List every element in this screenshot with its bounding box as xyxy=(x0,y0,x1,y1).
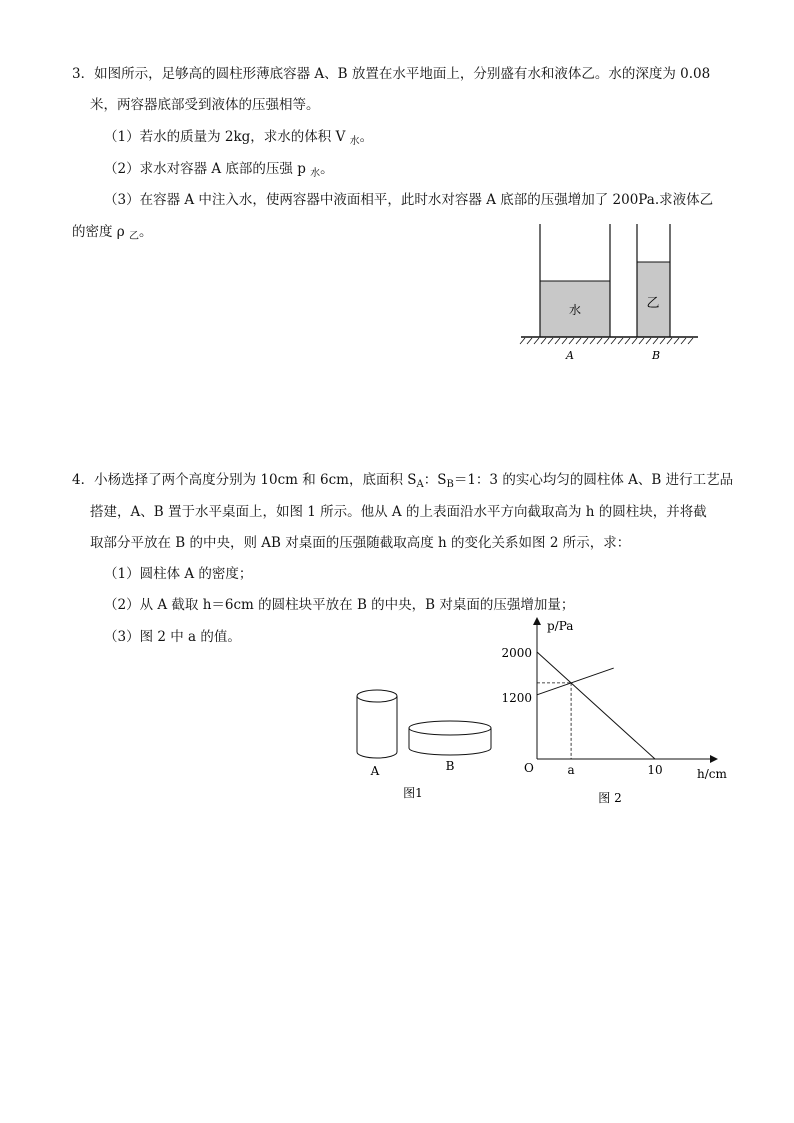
q3-part-3-line-1: （3）在容器 A 中注入水，使两容器中液面相平，此时水对容器 A 底部的压强增加了 200Pa.求液体乙 xyxy=(104,192,714,208)
hatch-mark xyxy=(569,338,574,344)
hatch-mark xyxy=(639,338,644,344)
hatch-mark xyxy=(555,338,560,344)
q4-stem-1a: 小杨选择了两个高度分别为 10cm 和 6cm，底面积 S xyxy=(94,472,417,488)
hatch-mark xyxy=(632,338,637,344)
q4-figure-2-chart xyxy=(495,612,735,812)
y-axis-label: p/Pa xyxy=(547,619,574,633)
hatch-mark xyxy=(597,338,602,344)
hatch-mark xyxy=(604,338,609,344)
hatch-mark xyxy=(660,338,665,344)
hatch-mark xyxy=(625,338,630,344)
hatch-mark xyxy=(674,338,679,344)
hatch-mark xyxy=(548,338,553,344)
q4-part-3: （3）图 2 中 a 的值。 xyxy=(104,629,241,645)
q4-stem-3: 取部分平放在 B 的中央，则 AB 对桌面的压强随截取高度 h 的变化关系如图 2 所示，求： xyxy=(90,535,631,551)
q3-part-1-text: （1）若水的质量为 2kg，求水的体积 V xyxy=(104,129,350,145)
ground-hatching xyxy=(520,338,693,344)
q3-part-3-text: 的密度 ρ xyxy=(72,224,130,240)
y-tick-1200: 1200 xyxy=(501,691,532,705)
hatch-mark xyxy=(646,338,651,344)
series-b-line xyxy=(537,668,614,695)
q3-part-1-sub: 水 xyxy=(349,136,360,147)
container-a-label: A xyxy=(566,349,574,362)
hatch-mark xyxy=(653,338,658,344)
q4-sub-a: A xyxy=(416,479,424,490)
cylinder-a xyxy=(357,690,397,758)
x-tick-10: 10 xyxy=(647,763,663,777)
q3-number: 3． xyxy=(72,66,95,82)
hatch-mark xyxy=(611,338,616,344)
hatch-mark xyxy=(534,338,539,344)
origin-label: O xyxy=(524,761,534,775)
x-axis-label: h/cm xyxy=(697,767,727,781)
q4-number: 4． xyxy=(72,472,95,488)
hatch-mark xyxy=(576,338,581,344)
q3-part-3-sub: 乙 xyxy=(129,231,140,242)
q3-part-3-line-2 xyxy=(72,222,153,244)
q4-stem-1c: ＝1：3 的实心均匀的圆柱体 A、B 进行工艺品 xyxy=(453,472,734,488)
q3-part-1 xyxy=(104,127,373,149)
q4-part-2: （2）从 A 截取 h＝6cm 的圆柱块平放在 B 的中央，B 对桌面的压强增加量； xyxy=(104,597,575,613)
q3-line-1 xyxy=(72,64,710,84)
q4-line-1 xyxy=(72,470,733,492)
q3-part-2-text: （2）求水对容器 A 底部的压强 p xyxy=(104,161,311,177)
hatch-mark xyxy=(688,338,693,344)
q4-stem-2: 搭建，A、B 置于水平桌面上，如图 1 所示。他从 A 的上表面沿水平方向截取高为 h 的圆柱块，并将截 xyxy=(90,504,707,520)
q3-part-3-end: 。 xyxy=(139,224,153,240)
hatch-mark xyxy=(618,338,623,344)
q3-part-2-sub: 水 xyxy=(310,168,321,179)
hatch-mark xyxy=(681,338,686,344)
hatch-mark xyxy=(590,338,595,344)
q3-containers-figure xyxy=(515,220,705,370)
q4-stem-1b: ：S xyxy=(423,472,447,488)
container-a-liquid-label: 水 xyxy=(568,303,582,317)
hatch-mark xyxy=(667,338,672,344)
q3-part-2-end: 。 xyxy=(320,161,334,177)
q3-stem-2: 米，两容器底部受到液体的压强相等。 xyxy=(90,97,320,113)
figure-2-caption: 图 2 xyxy=(598,791,622,805)
q3-stem-1: 如图所示，足够高的圆柱形薄底容器 A、B 放置在水平地面上，分别盛有水和液体乙。水的深度为 0.08 xyxy=(94,66,711,82)
cylinder-b xyxy=(409,721,491,755)
q3-part-1-end: 。 xyxy=(359,129,374,145)
series-a-line xyxy=(537,652,655,759)
hatch-mark xyxy=(520,338,525,344)
cylinder-b-label: B xyxy=(445,759,455,773)
cylinder-a-label: A xyxy=(370,764,380,778)
container-b-label: B xyxy=(651,349,661,362)
q3-part-2 xyxy=(104,159,334,181)
x-tick-a: a xyxy=(567,763,575,777)
hatch-mark xyxy=(527,338,532,344)
q4-figure-1 xyxy=(345,680,505,805)
y-tick-2000: 2000 xyxy=(501,646,532,660)
container-b-liquid-label: 乙 xyxy=(646,296,660,311)
figure-1-caption: 图1 xyxy=(403,786,423,800)
hatch-mark xyxy=(583,338,588,344)
hatch-mark xyxy=(541,338,546,344)
q4-sub-b: B xyxy=(446,479,454,490)
hatch-mark xyxy=(562,338,567,344)
q4-part-1: （1）圆柱体 A 的密度； xyxy=(104,566,253,582)
